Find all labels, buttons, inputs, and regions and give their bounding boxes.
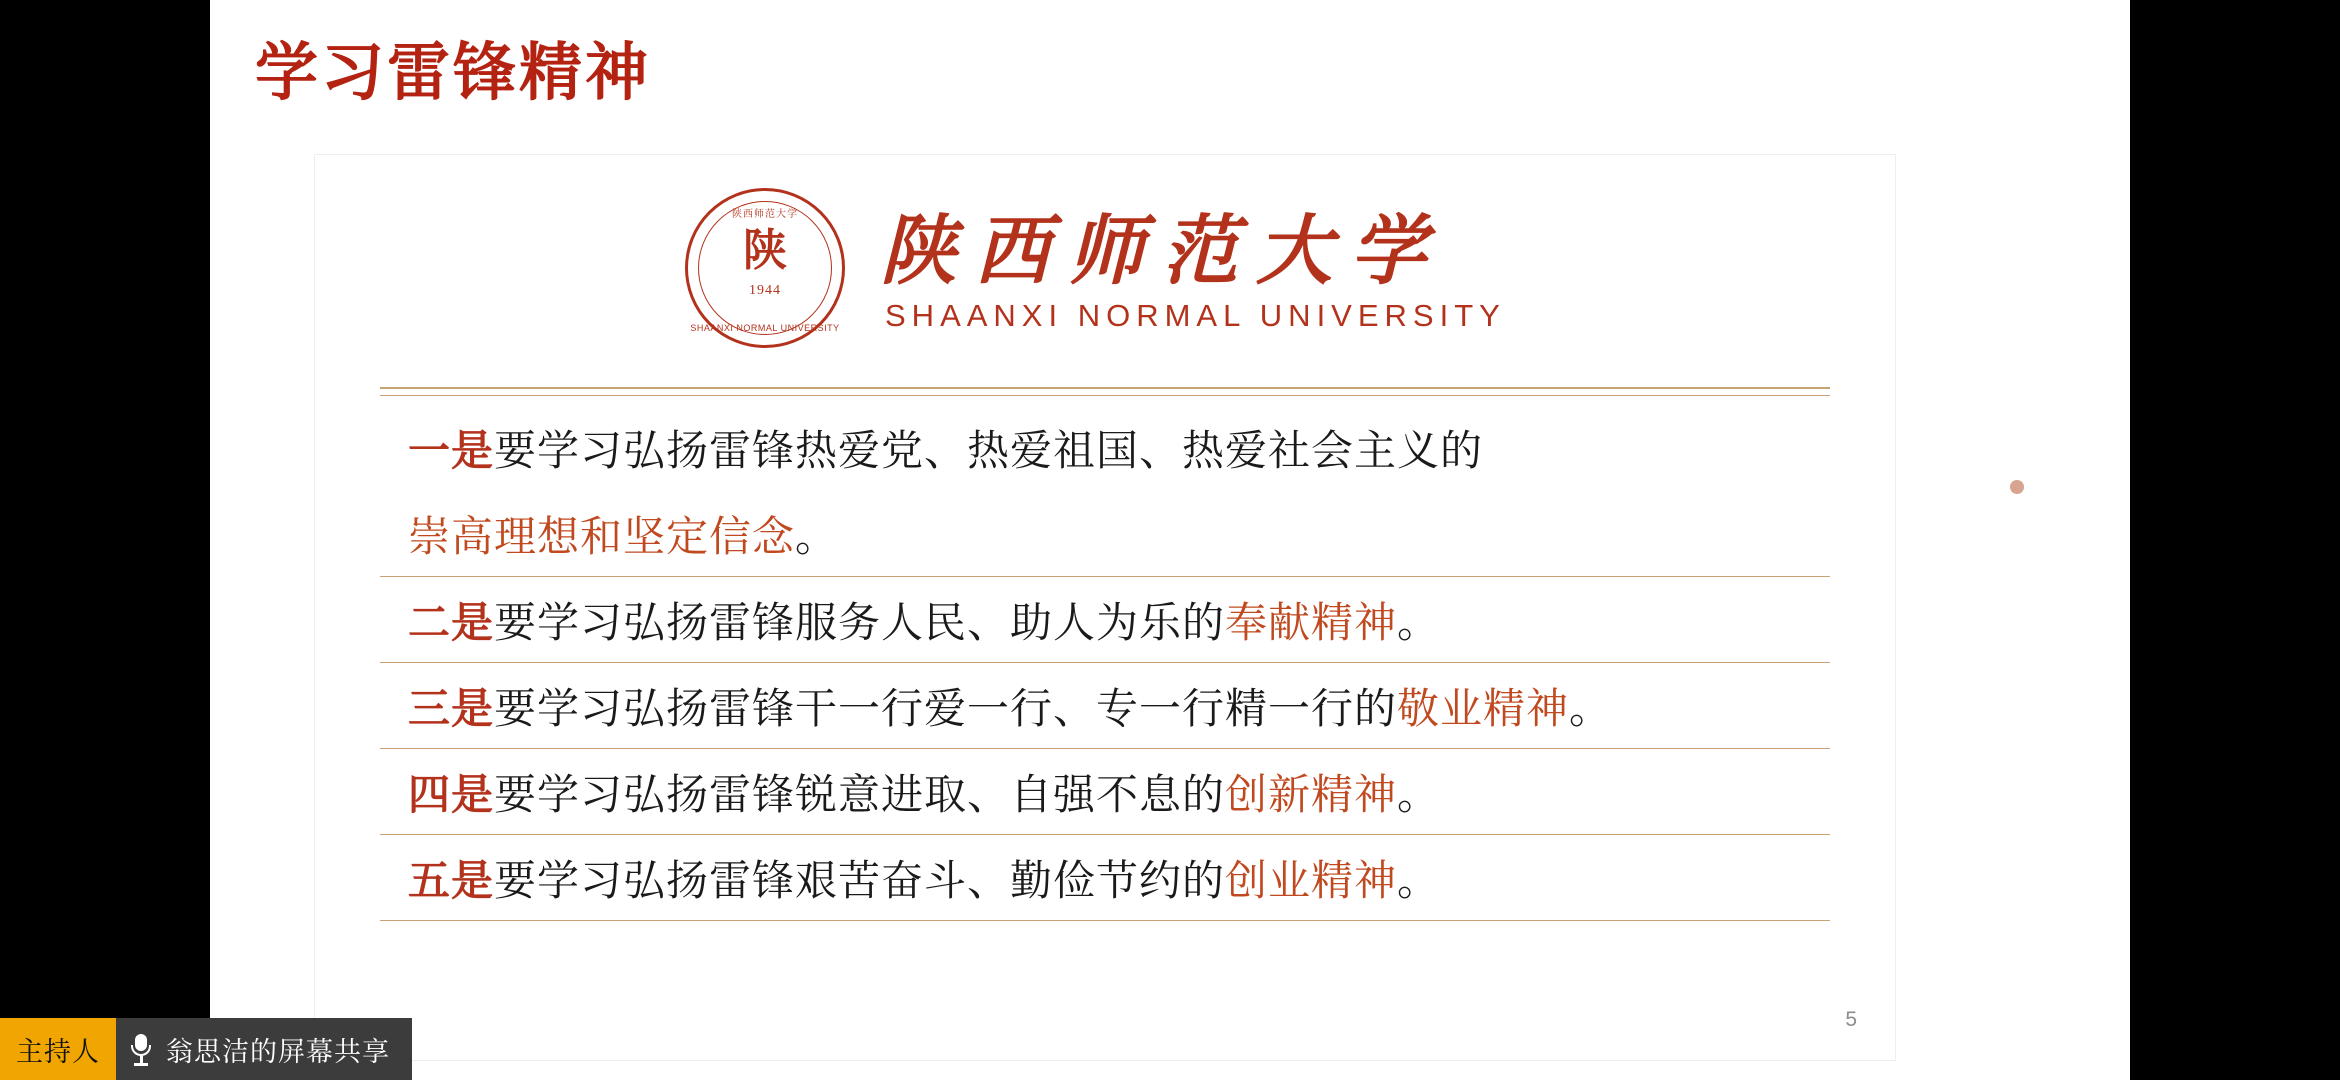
university-seal-icon [685, 188, 845, 348]
list-item-number: 四是 [408, 769, 495, 819]
list-item [380, 835, 1830, 921]
list-item-text: 要学习弘扬雷锋服务人民、助人为乐的 [494, 597, 1226, 647]
sharing-user-chip[interactable] [116, 1018, 412, 1080]
list-item [380, 663, 1830, 749]
list-item-text: 要学习弘扬雷锋干一行爱一行、专一行精一行的 [494, 683, 1398, 733]
list-item-tail: 。 [1397, 769, 1441, 819]
list-item-highlight: 崇高理想和坚定信念 [408, 511, 796, 561]
list-item-number: 一是 [408, 426, 495, 475]
seal-arc-top-text: 陕西师范大学 [732, 209, 798, 220]
list-item-text: 要学习弘扬雷锋艰苦奋斗、勤俭节约的 [494, 855, 1226, 905]
screen-share-status-bar [0, 1018, 412, 1080]
list-item-text: 要学习弘扬雷锋锐意进取、自强不息的 [494, 769, 1226, 819]
host-badge [0, 1018, 116, 1080]
seal-arc-bottom-text: SHAANXI NORMAL UNIVERSITY [690, 323, 840, 333]
microphone-icon [128, 1032, 154, 1066]
host-badge-label: 主持人 [16, 1036, 100, 1067]
list-item [380, 749, 1830, 835]
list-item-highlight: 敬业精神 [1397, 683, 1570, 733]
list-item [380, 405, 1830, 491]
list-item-highlight: 奉献精神 [1225, 597, 1398, 647]
list-item [380, 491, 1830, 577]
divider-top-thick [380, 387, 1830, 389]
list-item-text: 要学习弘扬雷锋热爱党、热爱祖国、热爱社会主义的 [494, 426, 1484, 475]
slide-content-card [315, 155, 1895, 1060]
sharing-user-label: 翁思洁的屏幕共享 [166, 1036, 390, 1067]
list-item-highlight: 创新精神 [1225, 769, 1398, 819]
presentation-slide [210, 0, 2130, 1080]
list-item-number: 五是 [408, 855, 495, 905]
list-item-tail: 。 [1569, 683, 1613, 733]
seal-year-text: 1944 [749, 283, 781, 298]
university-name-en: SHAANXI NORMAL UNIVERSITY [885, 298, 1506, 333]
list-item-highlight: 创业精神 [1225, 855, 1398, 905]
slide-title: 学习雷锋精神 [255, 35, 651, 109]
slide-page-number: 5 [1845, 1008, 1857, 1031]
bullet-list [380, 405, 1830, 921]
list-item-number: 二是 [408, 597, 495, 647]
university-name-cn: 陕西师范大学 [880, 206, 1444, 295]
decorative-dot-right [2010, 480, 2024, 494]
list-item-tail: 。 [1397, 855, 1441, 905]
list-item [380, 577, 1830, 663]
seal-glyph-text: 陕 [743, 225, 787, 276]
list-item-number: 三是 [408, 683, 495, 733]
divider-top-thin [380, 395, 1830, 396]
list-item-tail: 。 [1397, 597, 1441, 647]
university-logo [685, 180, 1585, 370]
list-item-tail: 。 [795, 511, 839, 561]
